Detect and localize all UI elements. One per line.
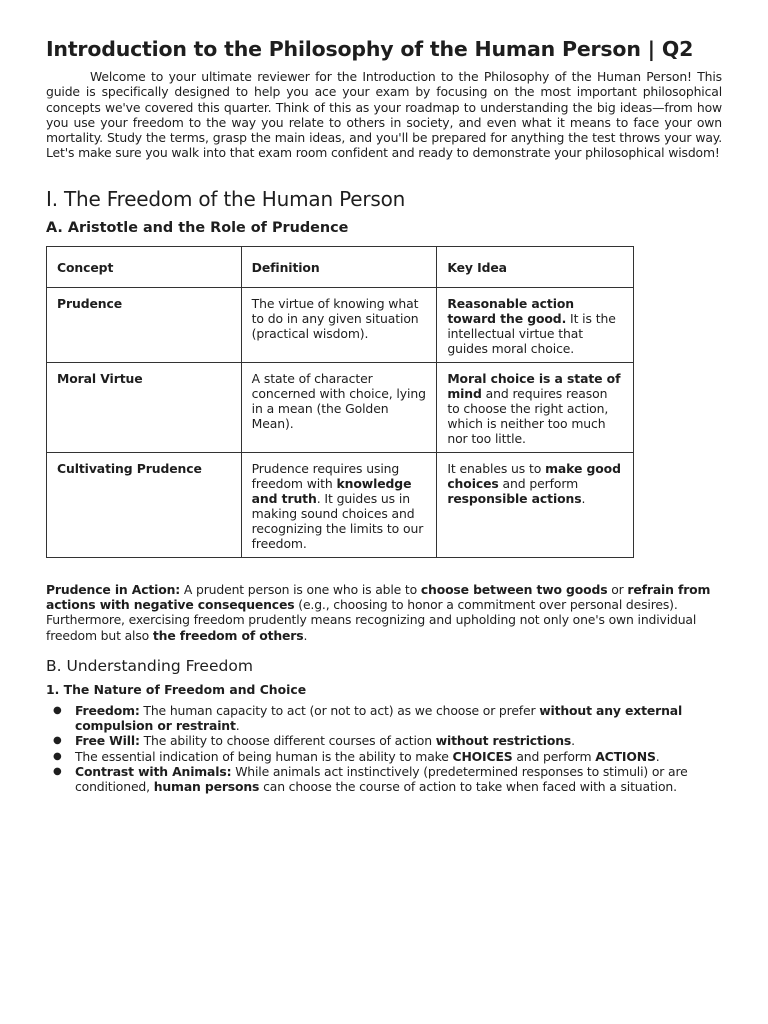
key-idea-text: It enables us to xyxy=(447,461,546,476)
list-item xyxy=(46,764,722,794)
bullet-label: Freedom: xyxy=(75,703,140,718)
key-idea-text: and requires reason to choose the right action, which is neither too much nor too little. xyxy=(447,386,609,446)
bullet-bold: without restrictions xyxy=(435,733,572,749)
paragraph-label: Prudence in Action: xyxy=(46,582,181,597)
bullet-text: can choose the course of action to take when faced with a situation. xyxy=(259,779,677,795)
definition-cell: The virtue of knowing what to do in any given situation (practical wisdom). xyxy=(241,288,437,363)
paragraph-bold: choose between two goods xyxy=(420,582,608,597)
bullet-bold: ACTIONS xyxy=(595,748,656,764)
table-row xyxy=(47,453,634,558)
key-idea-bold: responsible actions xyxy=(447,491,582,506)
key-idea-text: and perform xyxy=(498,476,579,491)
concept-cell: Prudence xyxy=(47,288,242,363)
intro-text: Welcome to your ultimate reviewer for the Introduction to the Philosophy of the Human Person! This guide is specifically designed to help you ace your exam by focusing on the most important philosophical concepts we've covered this quarter. Think of this as your roadmap to understanding the big ideas—from how you use your freedom to the way you relate to others in society, and even what it means to face your own mortality. Study the terms, grasp the main ideas, and you'll be prepared for anything the test throws your way. Let's make sure you walk into that exam room confident and ready to demonstrate your philosophical wisdom! xyxy=(46,69,722,161)
definition-cell: A state of character concerned with choice, lying in a mean (the Golden Mean). xyxy=(241,363,437,453)
bullet-icon: ● xyxy=(53,735,62,747)
paragraph-bold: the freedom of others xyxy=(152,627,304,643)
bullet-icon: ● xyxy=(53,705,62,716)
subheading-aristotle: A. Aristotle and the Role of Prudence xyxy=(46,220,349,236)
key-idea-bold: Reasonable action toward the good. xyxy=(447,296,575,326)
freedom-bullet-list xyxy=(46,703,722,794)
table-row xyxy=(47,363,634,453)
bullet-text: . xyxy=(571,733,575,749)
key-idea-bold: make good choices xyxy=(447,461,621,491)
key-idea-cell xyxy=(437,288,634,363)
key-idea-text: . xyxy=(581,491,586,506)
paragraph-text: (e.g., choosing to honor a commitment over personal desires). Furthermore, exercising freedom prudently means recognizing and upholding not only one's own individual freedom but also xyxy=(46,597,697,643)
document-title: Introduction to the Philosophy of the Human Person | Q2 xyxy=(46,37,694,61)
bullet-label: Contrast with Animals: xyxy=(75,763,232,779)
header-key-idea: Key Idea xyxy=(437,247,634,288)
table-header-row xyxy=(47,247,634,288)
subheading-understanding-freedom: B. Understanding Freedom xyxy=(46,657,253,675)
definition-cell xyxy=(241,453,437,558)
bullet-label: Free Will: xyxy=(75,733,140,749)
bullet-bold: CHOICES xyxy=(452,748,513,764)
subsubheading-nature-of-freedom: 1. The Nature of Freedom and Choice xyxy=(46,682,307,697)
bullet-text: The essential indication of being human is the ability to make xyxy=(75,748,453,764)
definition-bold: knowledge and truth xyxy=(251,476,412,506)
paragraph-text: A prudent person is one who is able to xyxy=(180,582,421,597)
list-item xyxy=(46,749,722,764)
intro-paragraph xyxy=(46,69,722,161)
paragraph-text: or xyxy=(607,582,628,597)
section-heading-freedom: I. The Freedom of the Human Person xyxy=(46,187,406,211)
bullet-icon: ● xyxy=(53,765,62,777)
definition-text: Prudence requires using freedom with xyxy=(251,461,400,491)
bullet-text: The ability to choose different courses of action xyxy=(139,733,436,749)
key-idea-cell xyxy=(437,363,634,453)
key-idea-cell xyxy=(437,453,634,558)
prudence-in-action-paragraph xyxy=(46,582,722,643)
list-item xyxy=(46,703,722,733)
table-row xyxy=(47,288,634,363)
bullet-text: and perform xyxy=(512,748,596,764)
bullet-text: . xyxy=(235,718,240,734)
concept-cell: Cultivating Prudence xyxy=(47,453,242,558)
bullet-text: The human capacity to act (or not to act) as we choose or prefer xyxy=(139,703,540,718)
list-item xyxy=(46,733,722,748)
prudence-table xyxy=(46,246,634,558)
paragraph-text: . xyxy=(303,627,308,643)
key-idea-text: It is the intellectual virtue that guides moral choice. xyxy=(447,311,616,356)
header-concept: Concept xyxy=(47,247,242,288)
bullet-bold: without any external compulsion or restraint xyxy=(75,703,683,734)
paragraph-bold: refrain from actions with negative consequences xyxy=(46,582,711,613)
bullet-text: While animals act instinctively (predetermined responses to stimuli) or are conditioned, xyxy=(75,763,688,795)
header-definition: Definition xyxy=(241,247,437,288)
bullet-icon: ● xyxy=(53,750,62,762)
key-idea-bold: Moral choice is a state of mind xyxy=(447,371,621,401)
bullet-bold: human persons xyxy=(153,779,260,795)
definition-text: . It guides us in making sound choices and recognizing the limits to our freedom. xyxy=(251,491,424,551)
concept-cell: Moral Virtue xyxy=(47,363,242,453)
bullet-text: . xyxy=(655,748,660,764)
